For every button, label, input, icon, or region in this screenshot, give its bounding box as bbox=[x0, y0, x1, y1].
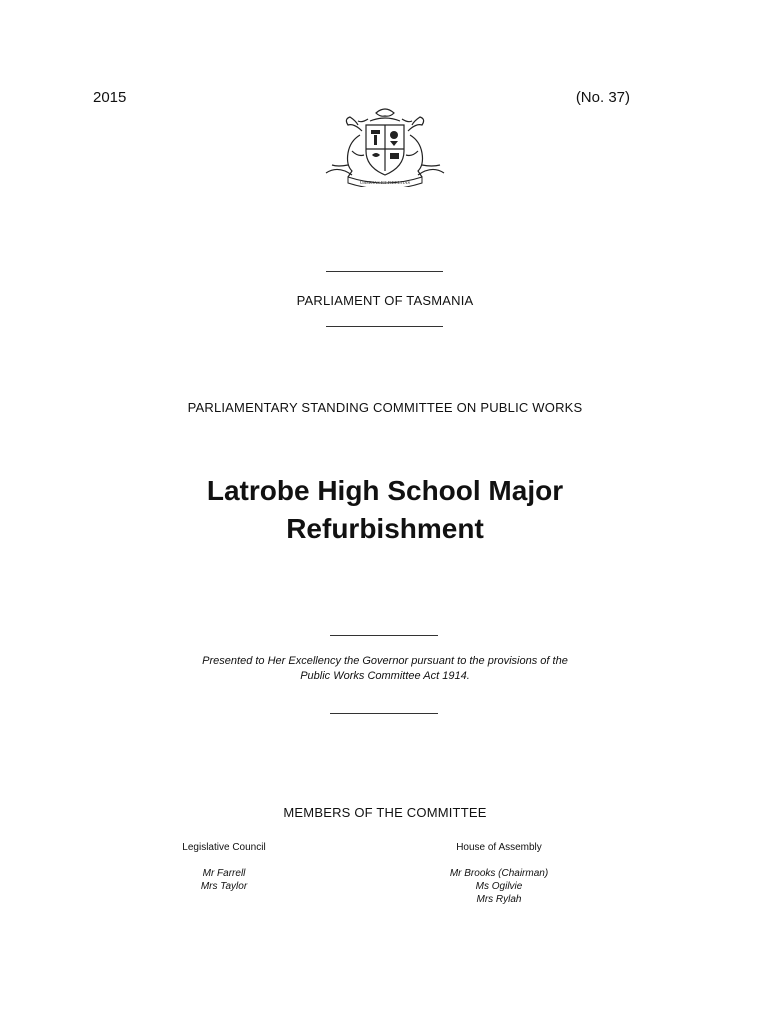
member-name: Mrs Rylah bbox=[476, 894, 522, 905]
member-name: Mrs Taylor bbox=[200, 881, 248, 892]
presented-line-2: Public Works Committee Act 1914. bbox=[300, 670, 470, 682]
parliament-heading: PARLIAMENT OF TASMANIA bbox=[296, 293, 474, 308]
presented-line-1: Presented to Her Excellency the Governor pursuant to the provisions of the bbox=[202, 655, 568, 667]
member-name: Mr Farrell bbox=[202, 868, 246, 879]
house-of-assembly-column bbox=[424, 841, 574, 906]
title-line-1: Latrobe High School Major bbox=[206, 475, 564, 506]
legislative-council-column bbox=[154, 841, 294, 893]
divider bbox=[330, 635, 438, 636]
document-title bbox=[0, 472, 770, 548]
member-name: Ms Ogilvie bbox=[475, 881, 523, 892]
house-of-assembly-heading: House of Assembly bbox=[456, 842, 542, 853]
paper-number: (No. 37) bbox=[575, 89, 630, 106]
title-line-2: Refurbishment bbox=[286, 513, 484, 544]
crest-motto: UBERTAS ET FIDELITAS bbox=[360, 180, 410, 185]
presented-statement bbox=[0, 654, 770, 684]
divider bbox=[330, 713, 438, 714]
members-heading: MEMBERS OF THE COMMITTEE bbox=[283, 805, 487, 820]
legislative-council-heading: Legislative Council bbox=[182, 842, 266, 853]
document-year: 2015 bbox=[93, 89, 127, 106]
committee-heading: PARLIAMENTARY STANDING COMMITTEE ON PUBLIC WORKS bbox=[187, 400, 583, 415]
coat-of-arms-icon bbox=[318, 105, 452, 187]
divider bbox=[326, 326, 443, 327]
member-name: Mr Brooks (Chairman) bbox=[449, 868, 549, 879]
divider bbox=[326, 271, 443, 272]
